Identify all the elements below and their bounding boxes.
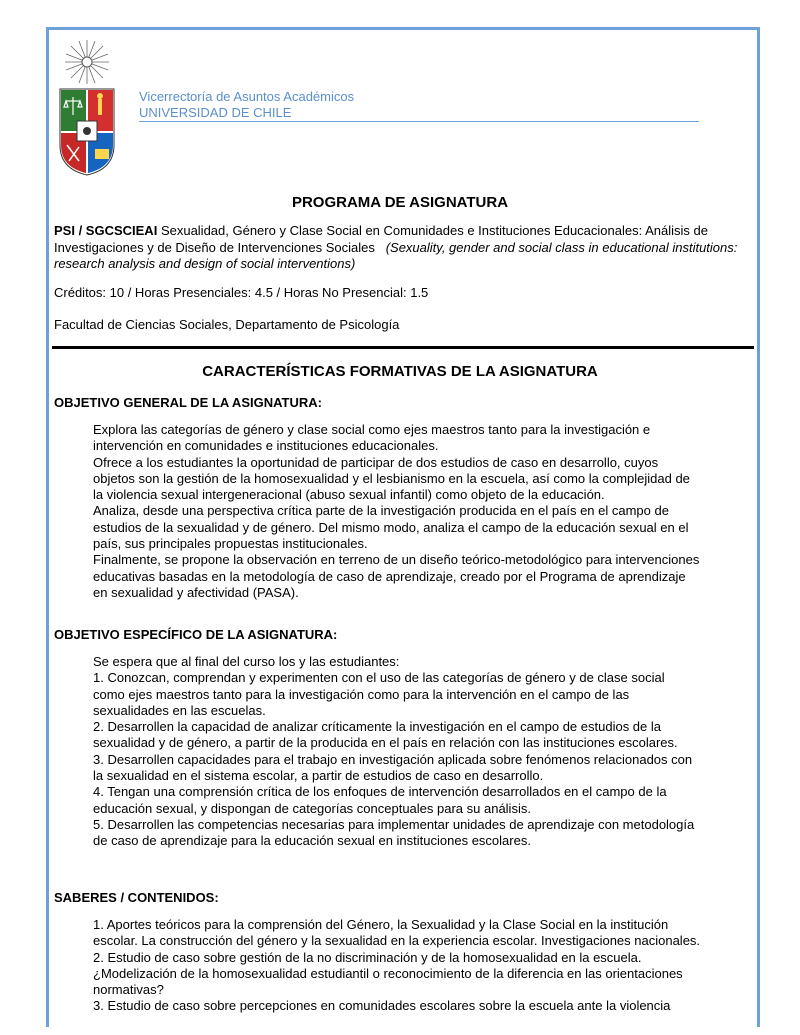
body-line: normativas? <box>93 982 164 998</box>
section-divider <box>52 346 754 349</box>
body-line: Analiza, desde una perspectiva crítica parte de la investigación producida en el país en el campo de <box>93 503 669 519</box>
vicerrectoria-text: Vicerrectoría de Asuntos Académicos <box>139 89 355 104</box>
body-line: 1. Conozcan, comprendan y experimenten con el uso de las categorías de género y de clase social <box>93 670 665 686</box>
body-line: sexualidades en las escuelas. <box>93 702 266 718</box>
body-line: la sexualidad en el sistema escolar, a partir de estudios de caso en desarrollo. <box>93 768 544 784</box>
body-line: en sexualidad y afectividad (PASA). <box>93 584 299 600</box>
body-line: Se espera que al final del curso los y las estudiantes: <box>93 654 400 669</box>
objetivo-especifico-heading: OBJETIVO ESPECÍFICO DE LA ASIGNATURA: <box>54 627 338 642</box>
body-line: sexualidad y de género, a partir de la producida en el país en relación con las instituciones escolares. <box>93 735 678 751</box>
program-title: PROGRAMA DE ASIGNATURA <box>291 194 509 211</box>
institution-header <box>139 89 354 121</box>
objetivo-especifico-body <box>93 654 723 850</box>
body-line: país, sus principales propuestas institucionales. <box>93 536 368 552</box>
faculty-text: Facultad de Ciencias Sociales, Departamento de Psicología <box>54 317 400 332</box>
body-line: Ofrece a los estudiantes la oportunidad de participar de dos estudios de caso en desarrollo, cuyos <box>93 454 659 470</box>
saberes-body <box>93 917 723 1015</box>
body-line: Explora las categorías de género y clase social como ejes maestros tanto para la investigación e <box>93 422 651 437</box>
universidad-text: UNIVERSIDAD DE CHILE <box>139 105 292 120</box>
objetivo-general-heading: OBJETIVO GENERAL DE LA ASIGNATURA: <box>54 395 322 410</box>
body-line: 3. Estudio de caso sobre percepciones en comunidades escolares sobre la escuela ante la violencia <box>93 998 671 1014</box>
course-description <box>54 223 754 273</box>
body-line: escolar. La construcción del género y la sexualidad en la experiencia escolar. Investigaciones nacionales. <box>93 933 701 949</box>
body-line: 2. Estudio de caso sobre gestión de la no discriminación y de la homosexualidad en la escuela. <box>93 949 642 965</box>
body-line: estudios de la sexualidad y de género. Del mismo modo, analiza el campo de la educación sexual en el <box>93 519 689 535</box>
body-line: 4. Tengan una comprensión crítica de los enfoques de intervención desarrollados en el campo de la <box>93 784 667 800</box>
body-line: intervención en comunidades e instituciones educacionales. <box>93 438 439 454</box>
body-line: Finalmente, se propone la observación en terreno de un diseño teórico-metodológico para intervenciones <box>93 552 700 568</box>
credits-text: Créditos: 10 / Horas Presenciales: 4.5 / Horas No Presencial: 1.5 <box>54 285 429 300</box>
body-line: como ejes maestros tanto para la investigación como para la intervención en el campo de las <box>93 686 630 702</box>
course-name-en: (Sexuality, gender and social class in educational institutions: research analysis and design of social interventions) <box>54 239 738 271</box>
body-line: ¿Modelización de la homosexualidad estudiantil o reconocimiento de la diferencia en las orientaciones <box>93 965 683 981</box>
body-line: 2. Desarrollen la capacidad de analizar críticamente la investigación en el campo de estudios de la <box>93 719 661 735</box>
body-line: 1. Aportes teóricos para la comprensión del Género, la Sexualidad y la Clase Social en la institución <box>93 917 669 932</box>
characteristics-title: CARACTERÍSTICAS FORMATIVAS DE LA ASIGNATURA <box>202 363 598 380</box>
body-line: 5. Desarrollen las competencias necesarias para implementar unidades de aprendizaje con metodología <box>93 816 695 832</box>
body-line: de caso de aprendizaje para la educación sexual en instituciones escolares. <box>93 833 531 849</box>
body-line: educación sexual, y dispongan de categorías conceptuales para su análisis. <box>93 800 531 816</box>
body-line: educativas basadas en la metodología de caso de aprendizaje, creado por el Programa de aprendizaje <box>93 568 686 584</box>
course-name-es: Sexualidad, Género y Clase Social en Comunidades e Instituciones Educacionales: Análisis de Investigaciones y de Diseño de Intervenciones Sociales <box>54 223 708 255</box>
course-code: PSI / SGCSCIEAI <box>54 223 158 238</box>
body-line: objetos son la gestión de la homosexualidad y el lesbianismo en la escuela, así como la complejidad de <box>93 470 690 486</box>
header-underline <box>139 121 699 122</box>
body-line: la violencia sexual intergeneracional (abuso sexual infantil) como objeto de la educación. <box>93 487 605 503</box>
university-crest-logo <box>57 37 117 177</box>
objetivo-general-body <box>93 422 723 601</box>
body-line: 3. Desarrollen capacidades para el trabajo en investigación aplicada sobre fenómenos relacionados con <box>93 751 693 767</box>
saberes-heading: SABERES / CONTENIDOS: <box>54 890 219 905</box>
